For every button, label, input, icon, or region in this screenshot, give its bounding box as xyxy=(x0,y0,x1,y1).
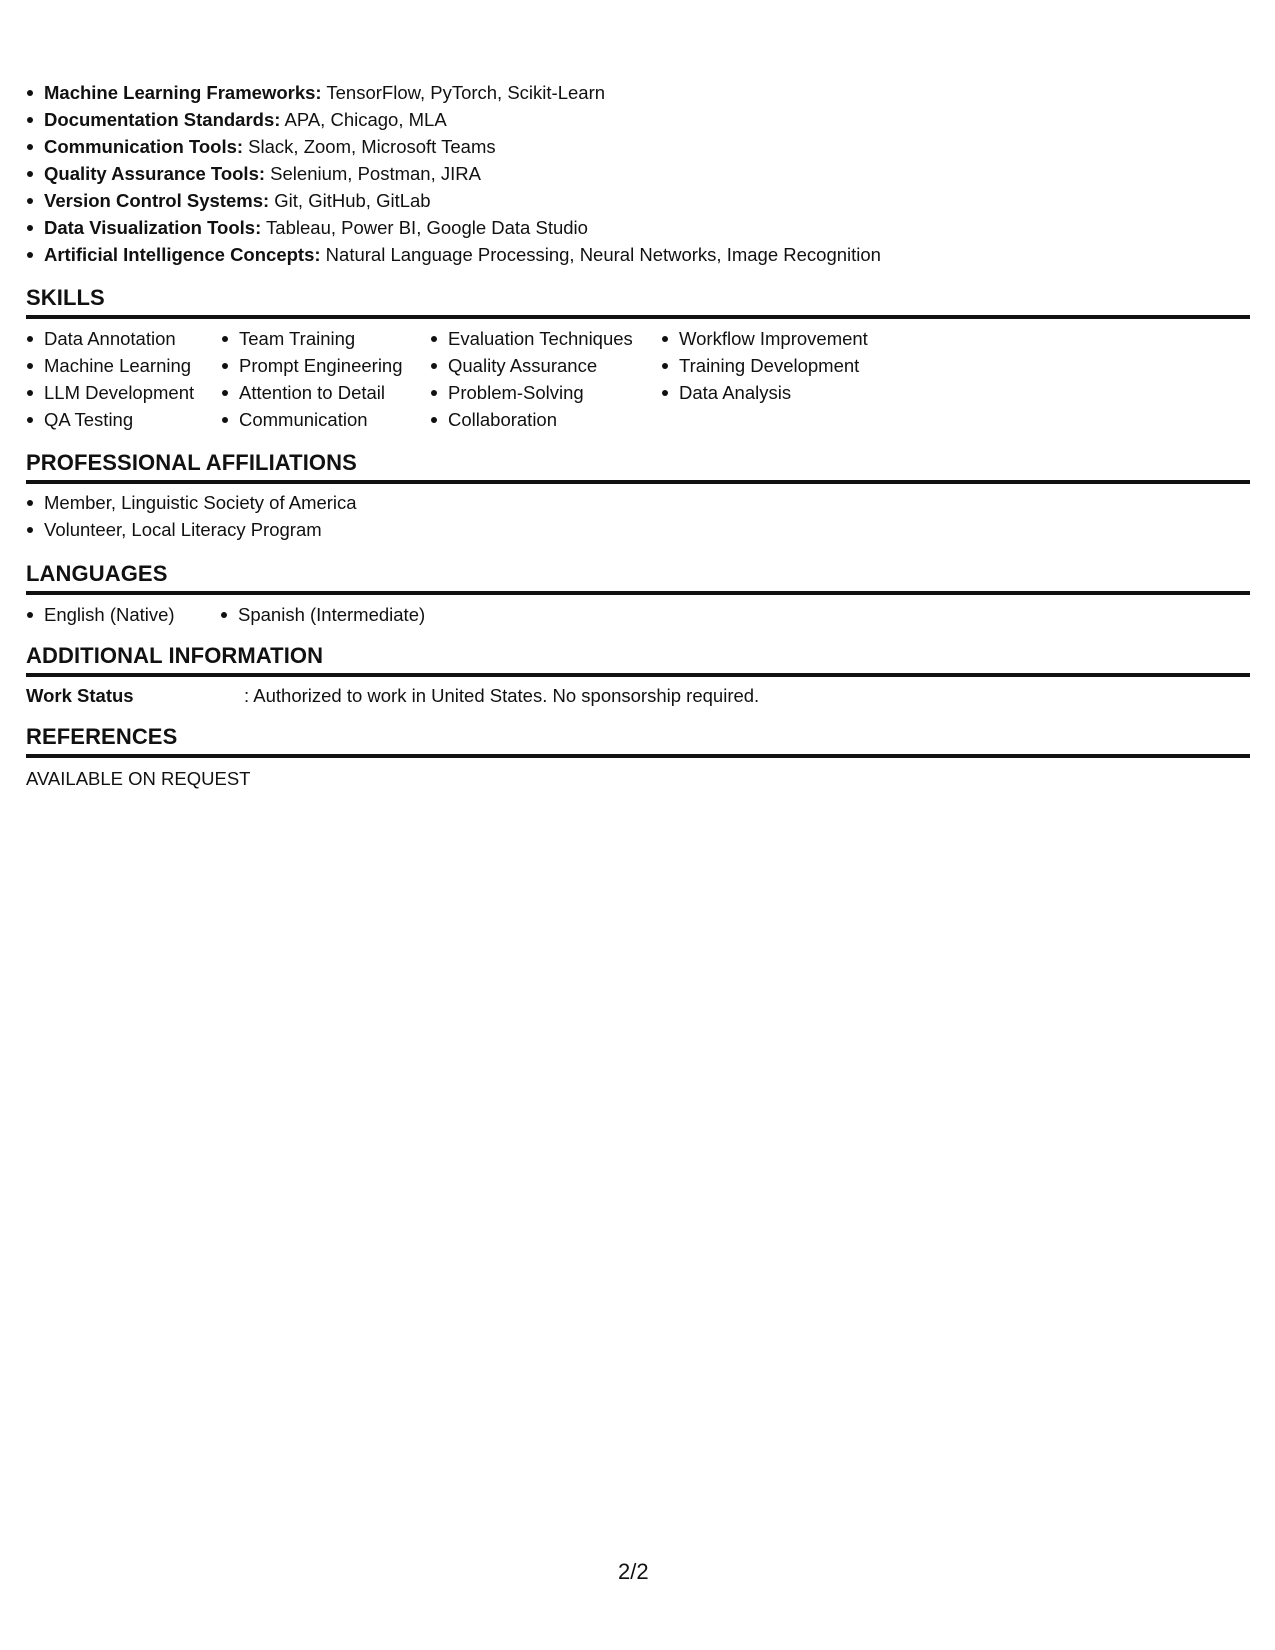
affiliations-divider xyxy=(26,480,1250,484)
tool-item-ml-frameworks xyxy=(26,79,881,106)
languages-list xyxy=(26,601,425,628)
tool-label: Data Visualization Tools: xyxy=(44,217,262,238)
skills-grid xyxy=(26,325,921,433)
work-status-row xyxy=(26,682,759,709)
tool-label: Documentation Standards: xyxy=(44,109,281,130)
skill-item: Data Analysis xyxy=(661,379,921,406)
tool-item-data-visualization xyxy=(26,214,881,241)
tool-label: Artificial Intelligence Concepts: xyxy=(44,244,321,265)
tool-item-version-control xyxy=(26,187,881,214)
work-status-value: : Authorized to work in United States. No sponsorship required. xyxy=(244,685,760,706)
skills-heading: SKILLS xyxy=(26,285,105,310)
tool-item-documentation-standards xyxy=(26,106,881,133)
skill-item: Team Training xyxy=(221,325,430,352)
tool-value: Tableau, Power BI, Google Data Studio xyxy=(261,217,588,238)
affiliations-list xyxy=(26,489,357,543)
skill-item: Attention to Detail xyxy=(221,379,430,406)
references-divider xyxy=(26,754,1250,758)
skill-item: Problem-Solving xyxy=(430,379,661,406)
skills-column xyxy=(661,325,921,433)
tool-label: Quality Assurance Tools: xyxy=(44,163,266,184)
tool-value: Slack, Zoom, Microsoft Teams xyxy=(243,136,496,157)
references-heading: REFERENCES xyxy=(26,724,178,749)
languages-divider xyxy=(26,591,1250,595)
skills-column xyxy=(221,325,430,433)
languages-heading: LANGUAGES xyxy=(26,561,168,586)
skill-item: Collaboration xyxy=(430,406,661,433)
affiliations-heading: PROFESSIONAL AFFILIATIONS xyxy=(26,450,357,475)
skill-item: Communication xyxy=(221,406,430,433)
skill-item: Machine Learning xyxy=(26,352,221,379)
tool-item-ai-concepts xyxy=(26,241,881,268)
language-item: Spanish (Intermediate) xyxy=(220,601,425,628)
tool-label: Version Control Systems: xyxy=(44,190,270,211)
additional-info-divider xyxy=(26,673,1250,677)
references-text: AVAILABLE ON REQUEST xyxy=(26,768,251,789)
language-item: English (Native) xyxy=(26,601,220,628)
skill-item: Evaluation Techniques xyxy=(430,325,661,352)
skills-divider xyxy=(26,315,1250,319)
skills-column xyxy=(26,325,221,433)
tool-value: TensorFlow, PyTorch, Scikit-Learn xyxy=(321,82,606,103)
tool-value: Git, GitHub, GitLab xyxy=(269,190,431,211)
affiliation-item: Volunteer, Local Literacy Program xyxy=(26,516,357,543)
tool-label: Communication Tools: xyxy=(44,136,244,157)
resume-page xyxy=(26,0,1250,1650)
skill-item: Workflow Improvement xyxy=(661,325,921,352)
tool-label: Machine Learning Frameworks: xyxy=(44,82,322,103)
tool-item-qa-tools xyxy=(26,160,881,187)
work-status-label: Work Status xyxy=(26,685,134,706)
technical-tools-list xyxy=(26,79,881,268)
skill-item: QA Testing xyxy=(26,406,221,433)
additional-info-heading: ADDITIONAL INFORMATION xyxy=(26,643,324,668)
tool-item-communication-tools xyxy=(26,133,881,160)
page-number: 2/2 xyxy=(618,1559,649,1584)
tool-value: Selenium, Postman, JIRA xyxy=(265,163,481,184)
skill-item: Prompt Engineering xyxy=(221,352,430,379)
tool-value: APA, Chicago, MLA xyxy=(280,109,447,130)
skill-item: Training Development xyxy=(661,352,921,379)
skill-item: Quality Assurance xyxy=(430,352,661,379)
affiliation-item: Member, Linguistic Society of America xyxy=(26,489,357,516)
tool-value: Natural Language Processing, Neural Networks, Image Recognition xyxy=(320,244,881,265)
skill-item: LLM Development xyxy=(26,379,221,406)
skills-column xyxy=(430,325,661,433)
skill-item: Data Annotation xyxy=(26,325,221,352)
